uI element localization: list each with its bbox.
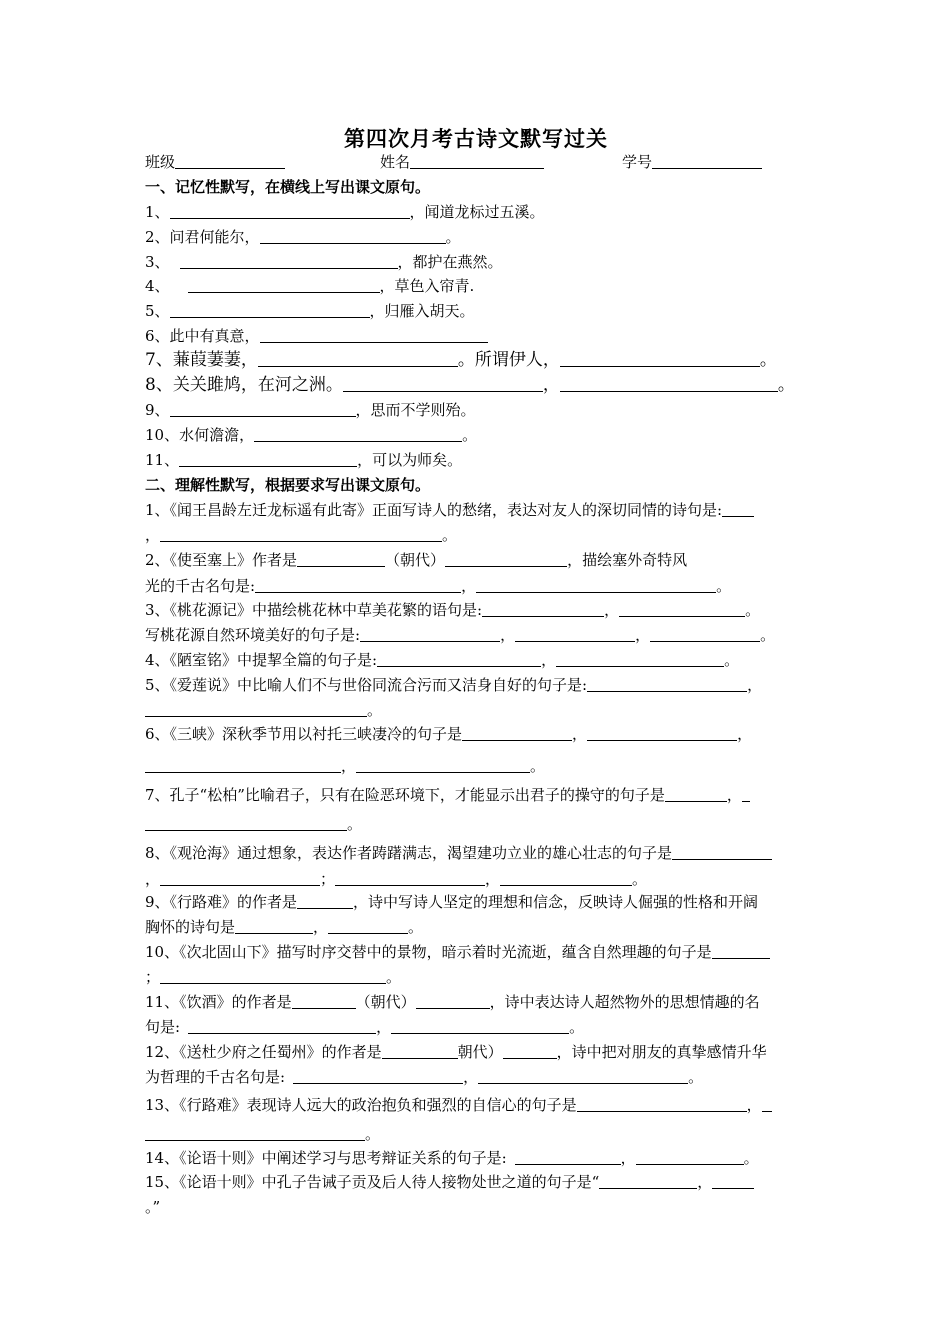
- question-line: [145, 253, 503, 271]
- line-text: 。: [408, 918, 424, 936]
- line-text: 。: [743, 1149, 759, 1167]
- answer-blank[interactable]: [335, 871, 485, 886]
- answer-blank[interactable]: [560, 377, 778, 392]
- answer-blank[interactable]: [742, 787, 750, 802]
- answer-blank[interactable]: [482, 602, 604, 617]
- line-text: ，: [485, 870, 501, 888]
- answer-blank[interactable]: [292, 994, 356, 1009]
- line-text: ，闻道龙标过五溪。: [409, 203, 545, 221]
- line-text: 2、《使至塞上》作者是: [145, 551, 298, 569]
- answer-blank[interactable]: [258, 352, 458, 367]
- answer-blank[interactable]: [145, 758, 341, 773]
- line-text: ，思而不学则殆。: [355, 401, 476, 419]
- class-field: [145, 153, 285, 171]
- line-text: 。: [632, 870, 648, 888]
- line-text: ，: [746, 1096, 762, 1114]
- line-text: ，: [747, 676, 763, 694]
- question-line: [145, 651, 739, 669]
- line-text: 10、水何澹澹，: [145, 426, 255, 444]
- answer-blank[interactable]: [377, 652, 541, 667]
- line-text: 。: [745, 601, 761, 619]
- line-text: ，: [463, 1068, 479, 1086]
- line-text: 10、《次北固山下》描写时序交替中的景物，暗示着时光流逝，蕴含自然理趣的句子是: [145, 943, 712, 961]
- question-line: [145, 993, 760, 1011]
- answer-blank[interactable]: [188, 1019, 376, 1034]
- class-input-line[interactable]: [175, 154, 285, 169]
- question-line: [145, 376, 795, 394]
- line-text: 4、《陋室铭》中提挈全篇的句子是:: [145, 651, 378, 669]
- class-label: 班级: [145, 153, 176, 171]
- answer-blank[interactable]: [254, 427, 462, 442]
- answer-blank[interactable]: [160, 527, 442, 542]
- line-text: 。: [688, 1068, 704, 1086]
- line-text: ，: [461, 577, 477, 595]
- answer-blank[interactable]: [556, 652, 724, 667]
- answer-blank[interactable]: [260, 328, 488, 343]
- answer-blank[interactable]: [445, 552, 567, 567]
- answer-blank[interactable]: [255, 578, 461, 593]
- answer-blank[interactable]: [650, 627, 760, 642]
- question-line: [145, 968, 401, 986]
- line-text: ，: [604, 601, 620, 619]
- answer-blank[interactable]: [170, 402, 356, 417]
- question-line: [145, 401, 476, 419]
- question-line: [145, 1125, 380, 1143]
- question-line: [145, 844, 772, 862]
- line-text: ；: [320, 870, 336, 888]
- line-text: ，都护在燕然。: [397, 253, 503, 271]
- question-line: [145, 1043, 767, 1061]
- answer-blank[interactable]: [712, 944, 770, 959]
- line-text: 。: [445, 228, 461, 246]
- answer-blank[interactable]: [391, 1019, 569, 1034]
- line-text: ，: [737, 725, 753, 743]
- line-text: ，: [500, 626, 516, 644]
- line-text: 1、《闻王昌龄左迁龙标遥有此寄》正面写诗人的愁绪，表达对友人的深切同情的诗句是:: [145, 501, 723, 519]
- answer-blank[interactable]: [188, 278, 380, 293]
- line-text: ，归雁入胡天。: [369, 302, 475, 320]
- line-text: ，: [313, 918, 329, 936]
- line-text: ；: [145, 968, 161, 986]
- line-text: 。: [569, 1018, 585, 1036]
- answer-blank[interactable]: [160, 871, 320, 886]
- answer-blank[interactable]: [180, 254, 398, 269]
- line-text: 。: [759, 350, 777, 370]
- question-line: [145, 451, 462, 469]
- question-line: [145, 501, 754, 519]
- question-line: [145, 918, 423, 936]
- line-text: 。: [777, 375, 795, 395]
- line-text: 9、《行路难》的作者是: [145, 893, 298, 911]
- line-text: ，描绘塞外奇特风: [567, 551, 688, 569]
- name-label: 姓名: [380, 153, 411, 171]
- line-text: 。: [462, 426, 478, 444]
- name-input-line[interactable]: [410, 154, 544, 169]
- answer-blank[interactable]: [462, 726, 572, 741]
- line-text: 11、: [145, 451, 180, 469]
- line-text: ，诗中把对朋友的真挚感情升华: [556, 1043, 767, 1061]
- question-line: [145, 601, 760, 619]
- line-text: ，: [620, 1149, 636, 1167]
- answer-blank[interactable]: [672, 845, 772, 860]
- question-line: [145, 1068, 703, 1086]
- answer-blank[interactable]: [712, 1174, 754, 1189]
- answer-blank[interactable]: [587, 726, 737, 741]
- answer-blank[interactable]: [356, 758, 530, 773]
- line-text: ，: [145, 526, 161, 544]
- answer-blank[interactable]: [515, 1150, 621, 1165]
- line-text: ，草色入帘青.: [379, 277, 475, 295]
- answer-blank[interactable]: [160, 969, 386, 984]
- answer-blank[interactable]: [665, 787, 727, 802]
- answer-blank[interactable]: [293, 1069, 463, 1084]
- question-line: [145, 1096, 772, 1114]
- line-text: 为哲理的千古名句是:: [145, 1068, 286, 1086]
- answer-blank[interactable]: [476, 578, 716, 593]
- line-text: ，: [572, 725, 588, 743]
- question-line: [145, 815, 362, 833]
- line-text: 。: [386, 968, 402, 986]
- line-text: 3、《桃花源记》中描绘桃花林中草美花繁的语句是:: [145, 601, 483, 619]
- line-text: ，: [145, 870, 161, 888]
- line-text: 5、《爱莲说》中比喻人们不与世俗同流合污而又洁身自好的句子是:: [145, 676, 588, 694]
- line-text: 。: [760, 626, 776, 644]
- answer-blank[interactable]: [416, 994, 490, 1009]
- question-line: [145, 786, 750, 804]
- question-line: [145, 1198, 160, 1216]
- line-text: 。所谓伊人，: [457, 350, 560, 370]
- question-line: [145, 893, 758, 911]
- line-text: 。: [530, 757, 546, 775]
- answer-blank[interactable]: [260, 229, 446, 244]
- answer-blank[interactable]: [297, 552, 385, 567]
- line-text: 15、《论语十则》中孔子告诫子贡及后人待人接物处世之道的句子是“: [145, 1173, 600, 1191]
- answer-blank[interactable]: [762, 1097, 772, 1112]
- answer-blank[interactable]: [560, 352, 760, 367]
- line-text: 8、关关雎鸠，在河之洲。: [145, 375, 343, 395]
- question-line: [145, 203, 545, 221]
- question-line: [145, 725, 752, 743]
- line-text: 8、《观沧海》通过想象，表达作者踌躇满志，渴望建功立业的雄心壮志的句子是: [145, 844, 673, 862]
- line-text: 11、《饮酒》的作者是: [145, 993, 292, 1011]
- answer-blank[interactable]: [382, 1044, 458, 1059]
- question-line: [145, 302, 475, 320]
- line-text: 光的千古名句是:: [145, 577, 256, 595]
- line-text: 朝代）: [457, 1043, 503, 1061]
- id-field: [622, 153, 762, 171]
- question-line: [145, 626, 775, 644]
- question-line: [145, 701, 382, 719]
- answer-blank[interactable]: [145, 1126, 365, 1141]
- question-line: [145, 551, 687, 569]
- id-input-line[interactable]: [652, 154, 762, 169]
- line-text: ，: [541, 651, 557, 669]
- line-text: 13、《行路难》表现诗人远大的政治抱负和强烈的自信心的句子是: [145, 1096, 577, 1114]
- answer-blank[interactable]: [235, 919, 313, 934]
- name-field: [380, 153, 544, 171]
- line-text: 。: [724, 651, 740, 669]
- answer-blank[interactable]: [328, 919, 408, 934]
- answer-blank[interactable]: [503, 1044, 557, 1059]
- answer-blank[interactable]: [170, 204, 410, 219]
- line-text: 。”: [145, 1198, 161, 1216]
- question-line: [145, 351, 777, 369]
- question-line: [145, 1149, 759, 1167]
- question-line: [145, 228, 461, 246]
- question-line: [145, 277, 474, 295]
- answer-blank[interactable]: [500, 871, 632, 886]
- line-text: 句是:: [145, 1018, 181, 1036]
- line-text: 6、此中有真意，: [145, 327, 260, 345]
- answer-blank[interactable]: [636, 1150, 744, 1165]
- answer-blank[interactable]: [587, 677, 747, 692]
- line-text: 12、《送杜少府之任蜀州》的作者是: [145, 1043, 382, 1061]
- line-text: 3、: [145, 253, 170, 271]
- answer-blank[interactable]: [179, 452, 357, 467]
- answer-blank[interactable]: [478, 1069, 688, 1084]
- answer-blank[interactable]: [599, 1174, 697, 1189]
- answer-blank[interactable]: [145, 702, 367, 717]
- answer-blank[interactable]: [577, 1097, 747, 1112]
- line-text: 。: [442, 526, 458, 544]
- line-text: 5、: [145, 302, 170, 320]
- question-line: [145, 1018, 584, 1036]
- line-text: 9、: [145, 401, 170, 419]
- question-line: [145, 676, 762, 694]
- answer-blank[interactable]: [145, 816, 347, 831]
- line-text: 7、蒹葭萋萋，: [145, 350, 258, 370]
- line-text: 1、: [145, 203, 170, 221]
- answer-blank[interactable]: [343, 377, 543, 392]
- section-heading-2: 二、理解性默写，根据要求写出课文原句。: [145, 476, 431, 494]
- line-text: 2、问君何能尔，: [145, 228, 260, 246]
- line-text: （朝代）: [385, 551, 446, 569]
- answer-blank[interactable]: [360, 627, 500, 642]
- line-text: ，: [542, 375, 560, 395]
- line-text: 胸怀的诗句是: [145, 918, 236, 936]
- line-text: 。: [347, 815, 363, 833]
- line-text: ，: [376, 1018, 392, 1036]
- line-text: 4、: [145, 277, 170, 295]
- line-text: ，: [697, 1173, 713, 1191]
- question-line: [145, 426, 477, 444]
- answer-blank[interactable]: [515, 627, 635, 642]
- line-text: 7、孔子“松柏”比喻君子，只有在险恶环境下，才能显示出君子的操守的句子是: [145, 786, 665, 804]
- section-heading-1: 一、记忆性默写，在横线上写出课文原句。: [145, 178, 431, 196]
- question-line: [145, 577, 731, 595]
- page-title: 第四次月考古诗文默写过关: [344, 126, 608, 151]
- answer-blank[interactable]: [722, 502, 754, 517]
- answer-blank[interactable]: [619, 602, 745, 617]
- question-line: [145, 870, 647, 888]
- line-text: 。: [716, 577, 732, 595]
- line-text: ，: [341, 757, 357, 775]
- line-text: ，诗中写诗人坚定的理想和信念，反映诗人倔强的性格和开阔: [353, 893, 759, 911]
- line-text: ，: [726, 786, 742, 804]
- question-line: [145, 757, 545, 775]
- answer-blank[interactable]: [297, 894, 353, 909]
- answer-blank[interactable]: [170, 303, 370, 318]
- question-line: [145, 943, 770, 961]
- line-text: 6、《三峡》深秋季节用以衬托三峡凄冷的句子是: [145, 725, 463, 743]
- line-text: 14、《论语十则》中阐述学习与思考辩证关系的句子是:: [145, 1149, 507, 1167]
- line-text: ，: [635, 626, 651, 644]
- question-line: [145, 526, 457, 544]
- question-line: [145, 327, 488, 345]
- line-text: ，可以为师矣。: [357, 451, 463, 469]
- question-line: [145, 1173, 754, 1191]
- line-text: 。: [367, 701, 383, 719]
- line-text: （朝代）: [355, 993, 416, 1011]
- line-text: ，诗中表达诗人超然物外的思想情趣的名: [489, 993, 760, 1011]
- line-text: 。: [365, 1125, 381, 1143]
- line-text: 写桃花源自然环境美好的句子是:: [145, 626, 361, 644]
- id-label: 学号: [622, 153, 653, 171]
